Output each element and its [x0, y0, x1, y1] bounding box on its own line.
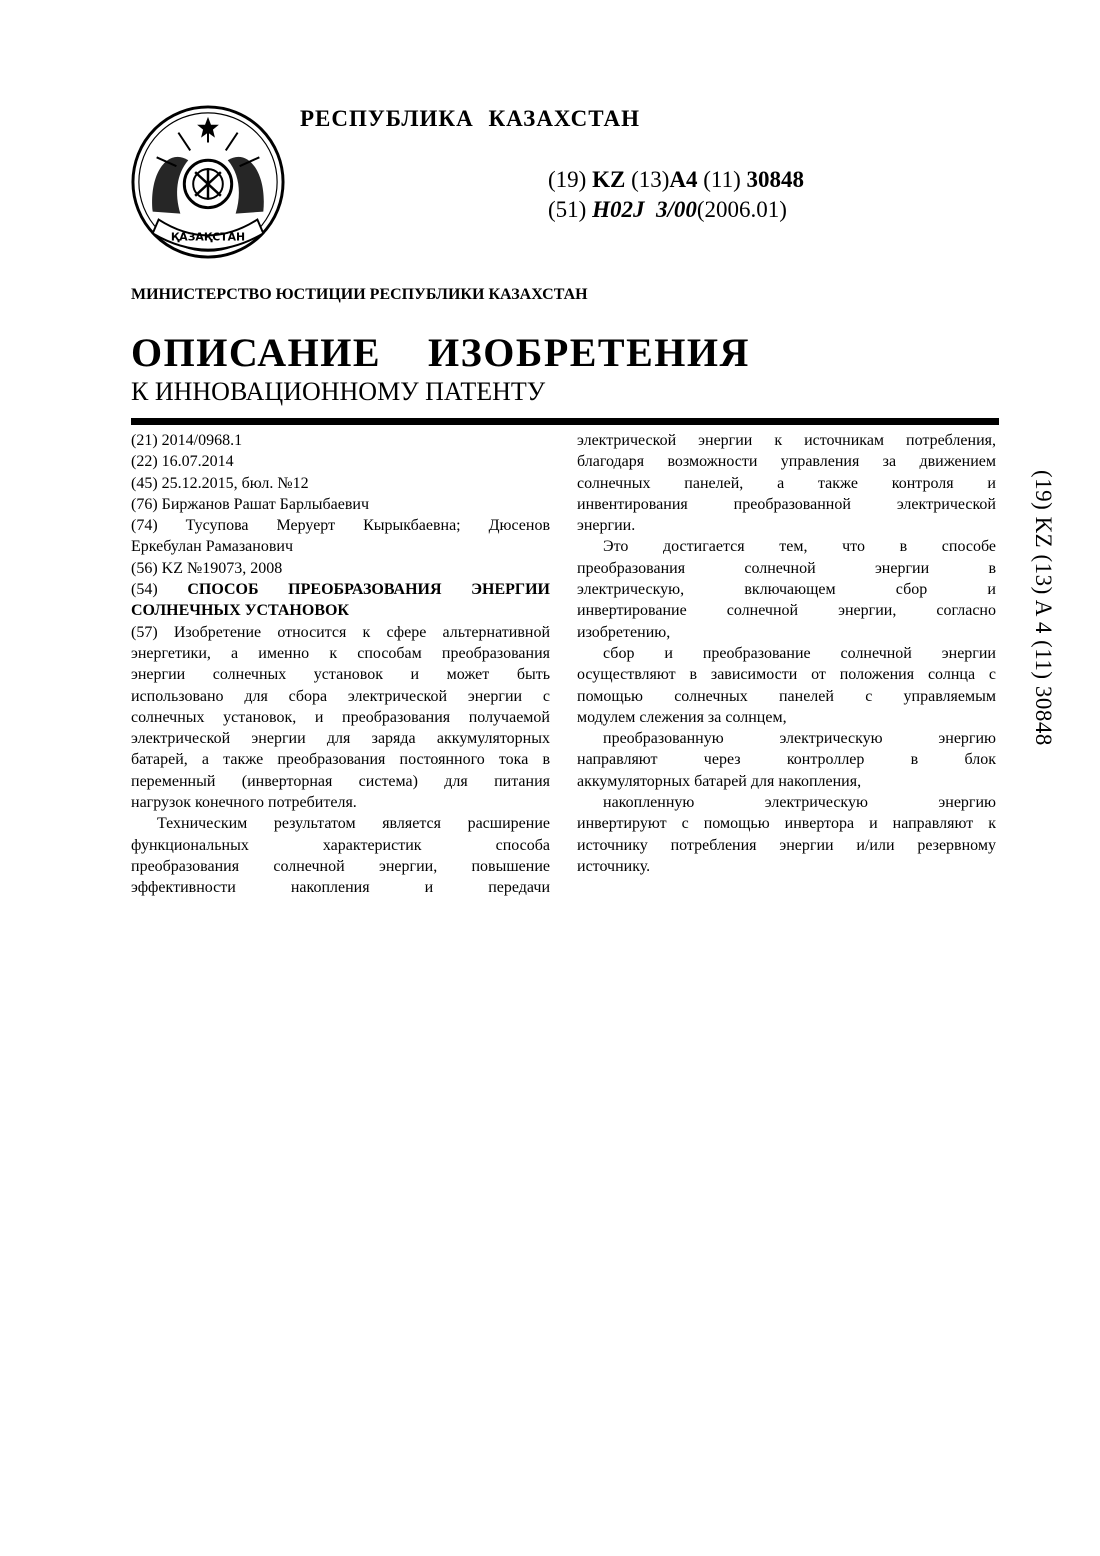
abstract-line: помощью солнечных панелей с управляемым [577, 687, 996, 705]
abstract-line: электрической энергии для заряда аккумуляторных [131, 730, 550, 748]
abstract-line: сбор и преобразование солнечной энергии [603, 644, 996, 662]
field-74-line1: (74) Тусупова Меруерт Кырыкбаевна; Дюсенов [131, 517, 550, 535]
abstract-line: эффективности накопления и передачи [131, 879, 550, 897]
abstract-line: энергии. [577, 517, 636, 535]
field-56: (56) KZ №19073, 2008 [131, 559, 283, 577]
inid-19: (19) [548, 167, 587, 192]
abstract-line: переменный (инверторная система) для питания [131, 772, 550, 790]
abstract-line: Это достигается тем, что в способе [603, 538, 996, 556]
header-rule [131, 418, 999, 425]
abstract-line: энергии солнечных установок и может быть [131, 666, 550, 684]
field-45: (45) 25.12.2015, бюл. №12 [131, 474, 309, 492]
abstract-line: изобретению, [577, 623, 671, 641]
ipc-version: (2006.01) [696, 197, 787, 222]
abstract-line: преобразования солнечной энергии, повышение [131, 857, 550, 875]
field-76: (76) Биржанов Рашат Барлыбаевич [131, 495, 369, 513]
abstract-line: инвентирования преобразованной электрической [577, 495, 996, 513]
right-column [577, 430, 996, 877]
abstract-line: солнечных установок, и преобразования получаемой [131, 708, 550, 726]
code-line-2 [548, 195, 804, 225]
abstract-line: нагрузок конечного потребителя. [131, 794, 357, 812]
patent-codes [548, 165, 804, 225]
abstract-line: использовано для сбора электрической энергии с [131, 687, 550, 705]
abstract-line: благодаря возможности управления за движением [577, 453, 996, 471]
abstract-line: преобразованную электрическую энергию [603, 730, 996, 748]
abstract-line: инвертируют с помощью инвертора и направляют к [577, 815, 996, 833]
state-emblem-icon [129, 103, 287, 261]
abstract-line: источнику. [577, 857, 651, 875]
inid-51: (51) [548, 197, 587, 222]
abstract-line: электрическую, включающем сбор и [577, 581, 996, 599]
abstract-line: электрической энергии к источникам потребления, [577, 432, 996, 449]
patent-number: 30848 [746, 167, 804, 192]
field-54-line2: СОЛНЕЧНЫХ УСТАНОВОК [131, 602, 350, 620]
field-54-line1 [131, 579, 550, 600]
abstract-line: направляют через контроллер в блок [577, 751, 996, 769]
side-patent-code: (19) KZ (13) A 4 (11) 30848 [1031, 470, 1056, 746]
field-22: (22) 16.07.2014 [131, 453, 234, 471]
emblem-ribbon-text: ҚАЗАҚСТАН [170, 230, 246, 244]
abstract-line: Техническим результатом является расширение [157, 815, 550, 833]
abstract-line: аккумуляторных батарей для накопления, [577, 772, 862, 790]
abstract-line: инвертирование солнечной энергии, согласно [577, 602, 996, 620]
code-line-1 [548, 165, 804, 195]
abstract-line: преобразования солнечной энергии в [577, 559, 996, 577]
field-54-code: (54) [131, 581, 158, 599]
document-subtitle: К ИННОВАЦИОННОМУ ПАТЕНТУ [131, 377, 546, 406]
abstract-line: (57) Изобретение относится к сфере альтернативной [131, 623, 550, 641]
field-21: (21) 2014/0968.1 [131, 432, 243, 449]
abstract-line: накопленную электрическую энергию [603, 794, 996, 812]
country-code: KZ [592, 167, 626, 192]
ipc-class: H02J 3/00 [592, 197, 697, 222]
inid-13: (13) [631, 167, 670, 192]
abstract-line: источнику потребления энергии и/или резервному [577, 836, 996, 854]
document-title: ОПИСАНИЕ ИЗОБРЕТЕНИЯ [131, 330, 750, 375]
abstract-line: батарей, а также преобразования постоянного тока в [131, 751, 550, 769]
field-74-line2: Еркебулан Рамазанович [131, 538, 293, 556]
kind-code: A4 [669, 167, 698, 192]
abstract-line: энергетики, а именно к способам преобразования [131, 644, 550, 662]
abstract-line: модулем слежения за солнцем, [577, 708, 787, 726]
field-54-title: СПОСОБ ПРЕОБРАЗОВАНИЯ ЭНЕРГИИ [187, 581, 550, 599]
inid-11: (11) [703, 167, 741, 192]
ministry-name: МИНИСТЕРСТВО ЮСТИЦИИ РЕСПУБЛИКИ КАЗАХСТАН [131, 286, 588, 303]
country-name: РЕСПУБЛИКА КАЗАХСТАН [300, 106, 640, 131]
abstract-line: функциональных характеристик способа [131, 836, 550, 854]
left-column [131, 430, 550, 899]
abstract-line: осуществляют в зависимости от положения солнца с [577, 666, 996, 684]
abstract-line: солнечных панелей, а также контроля и [577, 474, 996, 492]
